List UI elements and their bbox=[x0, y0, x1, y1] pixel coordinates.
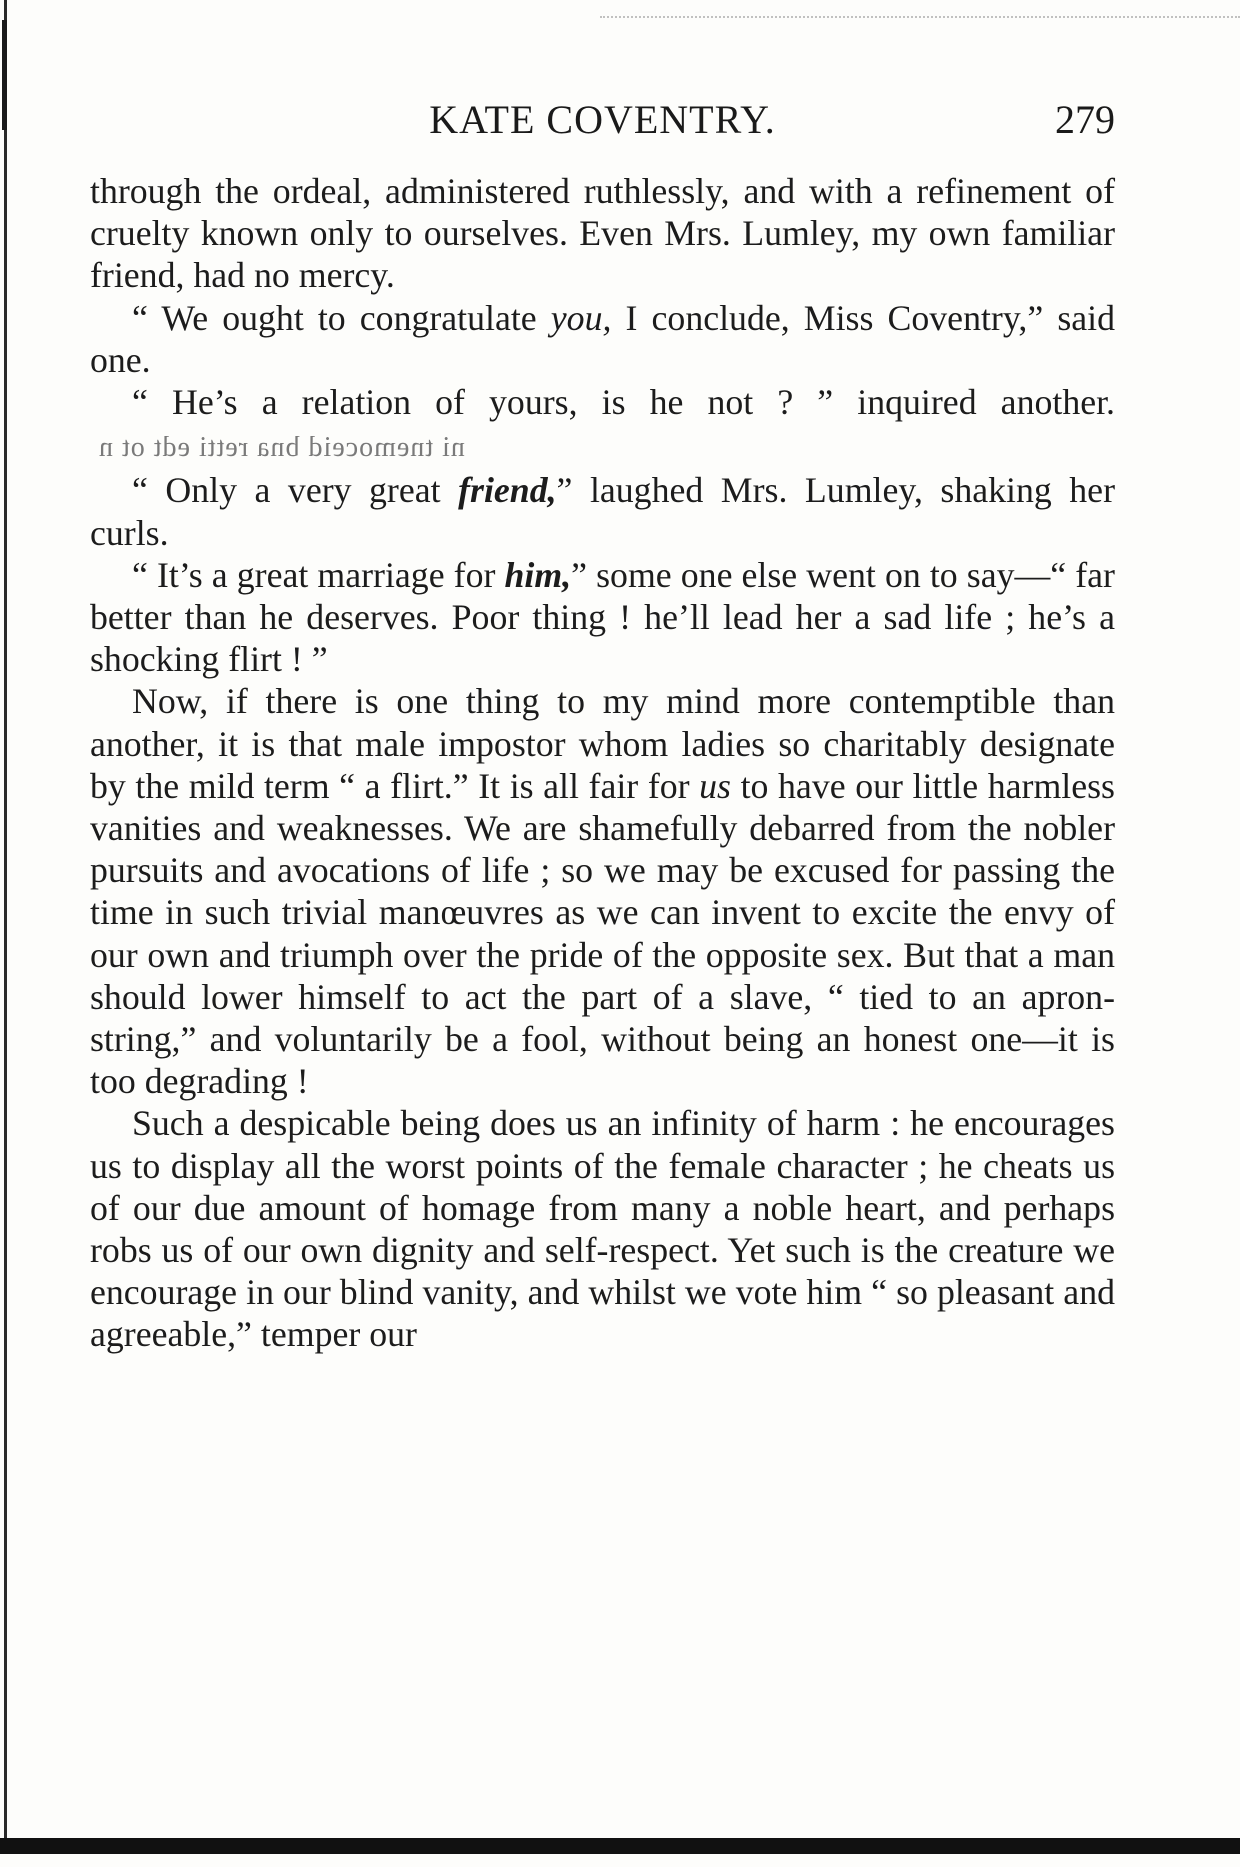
paragraph-4-emphasis: friend, bbox=[458, 470, 557, 511]
paragraph-5 bbox=[90, 554, 1115, 681]
paragraph-2-text-b: I conclude, Miss Coventry,” said one. bbox=[90, 297, 1115, 380]
paragraph-2-text-a: “ We ought to congratulate bbox=[132, 297, 551, 338]
paragraph-6-emphasis: us bbox=[699, 765, 731, 806]
paragraph-3-text: “ He’s a relation of yours, is he not ? ” inquired another. bbox=[132, 382, 1115, 423]
bottom-scan-border bbox=[0, 1838, 1240, 1854]
paragraph-6-text-b: to have our little harmless vanities and weaknesses. We are shamefully debarred from the nobler pursuits and avocations of life ; so we may be excused for passing the time in such trivial manœuvres as we can invent to excite the envy of our own and triumph over the pride of the opposite sex. But that a man should lower himself to act the part of a slave, “ tied to an apron-string,” and voluntarily be a fool, without being an honest one—it is too degrading ! bbox=[90, 765, 1115, 1102]
body-text bbox=[90, 170, 1115, 1356]
bleed-through-text: ni tnemoceid bna retti edt ot n bbox=[98, 432, 465, 464]
paragraph-4-text-a: “ Only a very great bbox=[132, 470, 459, 511]
page-header bbox=[90, 96, 1115, 146]
paragraph-6-text-a: Now, if there is one thing to my mind more contemptible than another, it is that male impostor whom ladies so charitably designate by the mild term “ a flirt.” It is all fair for bbox=[90, 681, 1115, 806]
page-number: 279 bbox=[1055, 97, 1115, 142]
paragraph-7 bbox=[90, 1102, 1115, 1355]
paragraph-3 bbox=[90, 381, 1115, 469]
paragraph-2 bbox=[90, 297, 1115, 381]
paragraph-5-text-a: “ It’s a great marriage for bbox=[132, 554, 505, 595]
paragraph-1 bbox=[90, 170, 1115, 297]
running-head: KATE COVENTRY. bbox=[429, 97, 776, 142]
paragraph-1-text: through the ordeal, administered ruthlessly, and with a refinement of cruelty known only to ourselves. Even Mrs. Lumley, my own familiar friend, had no mercy. bbox=[90, 171, 1115, 296]
scan-speckle bbox=[600, 16, 1240, 24]
paragraph-4-text-b: ” laughed Mrs. Lumley, shaking her curls. bbox=[90, 470, 1115, 553]
paragraph-5-text-b: ” some one else went on to say—“ far better than he deserves. Poor thing ! he’ll lead her a sad life ; he’s a shocking flirt ! ” bbox=[90, 554, 1115, 680]
page-spine-shadow bbox=[2, 20, 7, 130]
page-spine-edge bbox=[4, 0, 7, 1840]
paragraph-4 bbox=[90, 469, 1115, 553]
paragraph-7-text: Such a despicable being does us an infinity of harm : he encourages us to display all the worst points of the female character ; he cheats us of our due amount of homage from many a noble heart, and perhaps robs us of our own dignity and self-respect. Yet such is the creature we encourage in our blind vanity, and whilst we vote him “ so pleasant and agreeable,” temper our bbox=[90, 1103, 1115, 1355]
paragraph-2-emphasis: you, bbox=[550, 297, 612, 338]
paragraph-6 bbox=[90, 680, 1115, 1102]
paragraph-5-emphasis: him, bbox=[504, 554, 572, 595]
